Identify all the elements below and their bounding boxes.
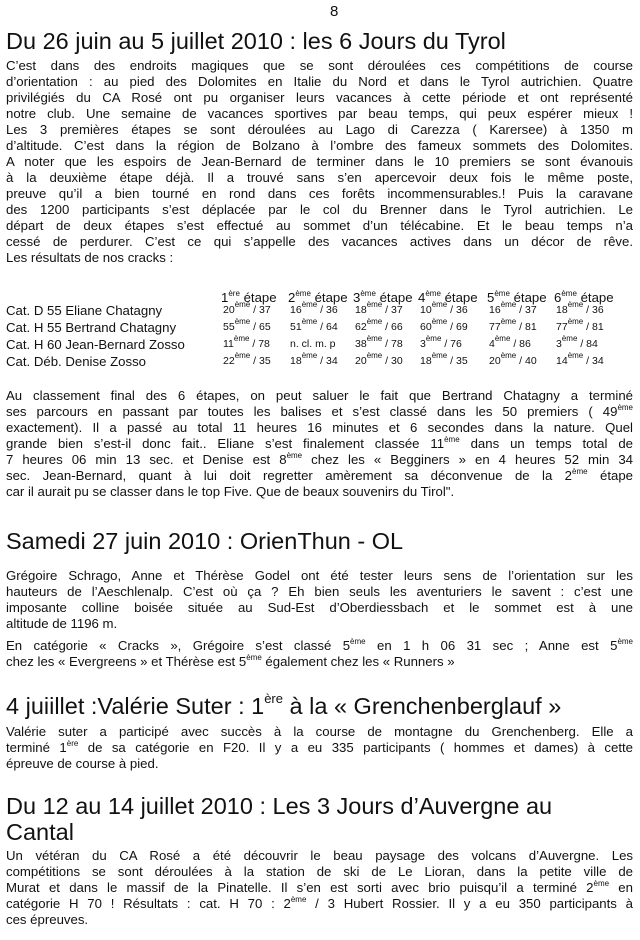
paragraph-final-ranking [6, 388, 633, 500]
text-line: d’orientation : au pied des Dolomites en Italie du Nord et dans le Tyrol autrichien. Quatre [6, 74, 633, 89]
text-line: A noter que les espoirs de Jean-Bernard de terminer dans le 10 premiers se sont évanouis [6, 154, 633, 169]
stage-header-1: 1ère étape [221, 289, 277, 305]
athlete-name: Cat. H 55 Bertrand Chatagny [6, 320, 177, 335]
text-line: Un vétéran du CA Rosé a été découvrir le beau paysage des volcans d’Auvergne. Les [6, 848, 633, 863]
result-cell: 60ème / 69 [420, 317, 468, 333]
result-cell: 18ème / 34 [290, 351, 338, 367]
paragraph-orienthun [6, 568, 633, 632]
stage-header-5: 5ème étape [487, 289, 547, 305]
text-line: cessé de perdurer. C’est ce qui s’appelle des vacances actives dans un décor de rêve. [6, 234, 633, 249]
result-cell: 20ème / 37 [223, 300, 271, 316]
stage-header-3: 3ème étape [353, 289, 413, 305]
result-cell: 77ème / 81 [556, 317, 604, 333]
section-title-orienthun: Samedi 27 juin 2010 : OrienThun - OL [6, 528, 404, 554]
results-label: Les résultats de nos cracks : [6, 250, 174, 265]
text-line: ses parcours en passant par toutes les balises et s’est classé dans les 50 premiers ( 49ème [6, 403, 633, 419]
result-cell: 22ème / 35 [223, 351, 271, 367]
section-title-grenchenberglauf: 4 juiillet :Valérie Suter : 1ère à la « Grenchenberglauf » [6, 691, 562, 719]
athlete-name: Cat. H 60 Jean-Bernard Zosso [6, 337, 185, 352]
result-cell: 3ème / 84 [556, 334, 598, 350]
result-cell: n. cl. m. p [290, 338, 336, 350]
result-cell: 16ème / 37 [489, 300, 537, 316]
text-line: hauteurs de l’Aeschlenalp. C’est où ça ? Eh bien seuls les aventuriers le savent : c’est une [6, 584, 633, 599]
results-row [6, 300, 633, 320]
text-line: terminé 1ère de sa catégorie en F20. Il y a eu 335 participants ( hommes et dames) à cette [6, 739, 633, 755]
stage-header-4: 4ème étape [418, 289, 478, 305]
text-line: compétitions se sont déroulées à la station de ski de Le Lioran, dans la petite ville de [6, 864, 633, 879]
result-cell: 16ème / 36 [290, 300, 338, 316]
stage-header-2: 2ème étape [288, 289, 348, 305]
text-line: ces épreuves. [6, 912, 89, 927]
result-cell: 10ème / 36 [420, 300, 468, 316]
result-cell: 62ème / 66 [355, 317, 403, 333]
text-line: chez les « Evergreens » et Thérèse est 5ème également chez les « Runners » [6, 653, 455, 669]
results-row [6, 334, 633, 354]
results-row [6, 317, 633, 337]
text-line: notre club. Une semaine de vacances sportives par beau temps, qui peux espérer mieux ! [6, 106, 633, 121]
stage-header-6: 6ème étape [554, 289, 614, 305]
athlete-name: Cat. Déb. Denise Zosso [6, 354, 146, 369]
result-cell: 51ème / 64 [290, 317, 338, 333]
text-line: Valérie suter a participé avec succès à la course de montagne du Grenchenberg. Elle a [6, 724, 633, 739]
text-line: C’est dans des endroits magiques que se sont déroulées ces compétitions de course [6, 58, 633, 73]
text-line: Murat et dans le massif de la Pinatelle. Il s’en est sorti avec brio puisqu’il a terminé 2ème en [6, 879, 633, 895]
text-line: En catégorie « Cracks », Grégoire s’est classé 5ème en 1 h 06 31 sec ; Anne est 5ème [6, 637, 633, 653]
result-cell: 20ème / 40 [489, 351, 537, 367]
result-cell: 18ème / 35 [420, 351, 468, 367]
result-cell: 18ème / 37 [355, 300, 403, 316]
paragraph-auvergne [6, 848, 633, 928]
result-cell: 38ème / 78 [355, 334, 403, 350]
section-title-auvergne-cont: Cantal [6, 819, 74, 845]
text-line: Au classement final des 6 étapes, on peut saluer le fait que Bertrand Chatagny a terminé [6, 388, 633, 403]
paragraph-tyrol-intro [6, 58, 633, 266]
page-number: 8 [330, 3, 339, 20]
section-title-auvergne: Du 12 au 14 juillet 2010 : Les 3 Jours d’Auvergne au [6, 793, 553, 819]
text-line: à la deuxième étape déjà. Il a trouvé sans s’en apercevoir deux fois le même poste, [6, 170, 633, 185]
text-line: catégorie H 70 ! Résultats : cat. H 70 : 2ème / 3 Hubert Rossier. Il y a eu 350 participants à [6, 895, 633, 911]
text-line: altitude de 1196 m. [6, 616, 118, 631]
text-line: des 1200 participants s’est déplacée par le col du Brenner dans le Tyrol autrichien. Le [6, 202, 633, 217]
text-line: épreuve de course à pied. [6, 756, 159, 771]
paragraph-grenchenberglauf [6, 724, 633, 772]
athlete-name: Cat. D 55 Eliane Chatagny [6, 303, 163, 318]
paragraph-orienthun-results [6, 638, 633, 670]
text-line: privilégiés du CA Rosé ont pu organiser leurs vacances à cette période et ont représenté [6, 90, 633, 105]
result-cell: 77ème / 81 [489, 317, 537, 333]
text-line: départ de deux étapes s’est effectué au sommet d’un télécabine. Et le beau temps n’a [6, 218, 633, 233]
result-cell: 20ème / 30 [355, 351, 403, 367]
text-line: grande bien s’est-il donc fait.. Eliane s’est finalement classée 11ème dans un temps total de [6, 435, 634, 451]
text-line: 7 heures 06 min 13 sec. et Denise est 8ème chez les « Begginers » en 4 heures 52 min 34 [6, 451, 633, 467]
text-line: exactement). Il a passé au total 11 heures 16 minutes et 6 secondes dans la nature. Quel [6, 420, 633, 435]
result-cell: 4ème / 86 [489, 334, 531, 350]
text-line: car il aurait pu se classer dans le top Five. Que de beaux souvenirs du Tirol". [6, 484, 455, 499]
results-table [6, 300, 633, 371]
result-cell: 18ème / 36 [556, 300, 604, 316]
result-cell: 3ème / 76 [420, 334, 462, 350]
text-line: d’altitude. C’est dans la région de Bolzano à l’ombre des fameux sommets des Dolomites. [6, 138, 633, 153]
text-line: Grégoire Schrago, Anne et Thérèse Godel ont été tester leurs sens de l’orientation sur les [6, 568, 633, 583]
section-title-tyrol: Du 26 juin au 5 juillet 2010 : les 6 Jours du Tyrol [6, 28, 506, 54]
text-line: imposante colline boisée située au Sud-Est d’Oberdiessbach et le sommet est à une [6, 600, 633, 615]
results-row [6, 351, 633, 371]
result-cell: 14ème / 34 [556, 351, 604, 367]
text-line: sec. Jean-Bernard, quant à lui doit regretter amèrement sa déconvenue de la 2ème étape [6, 467, 634, 483]
result-cell: 55ème / 65 [223, 317, 271, 333]
text-line: Les 3 premières étapes se sont déroulées au Lago di Carezza ( Karersee) à 1350 m [6, 122, 633, 137]
text-line: preuve qu’il a bien tourné en rond dans ces forêts incommensurables.! Puis la caravane [6, 186, 633, 201]
result-cell: 11ème / 78 [223, 334, 270, 350]
